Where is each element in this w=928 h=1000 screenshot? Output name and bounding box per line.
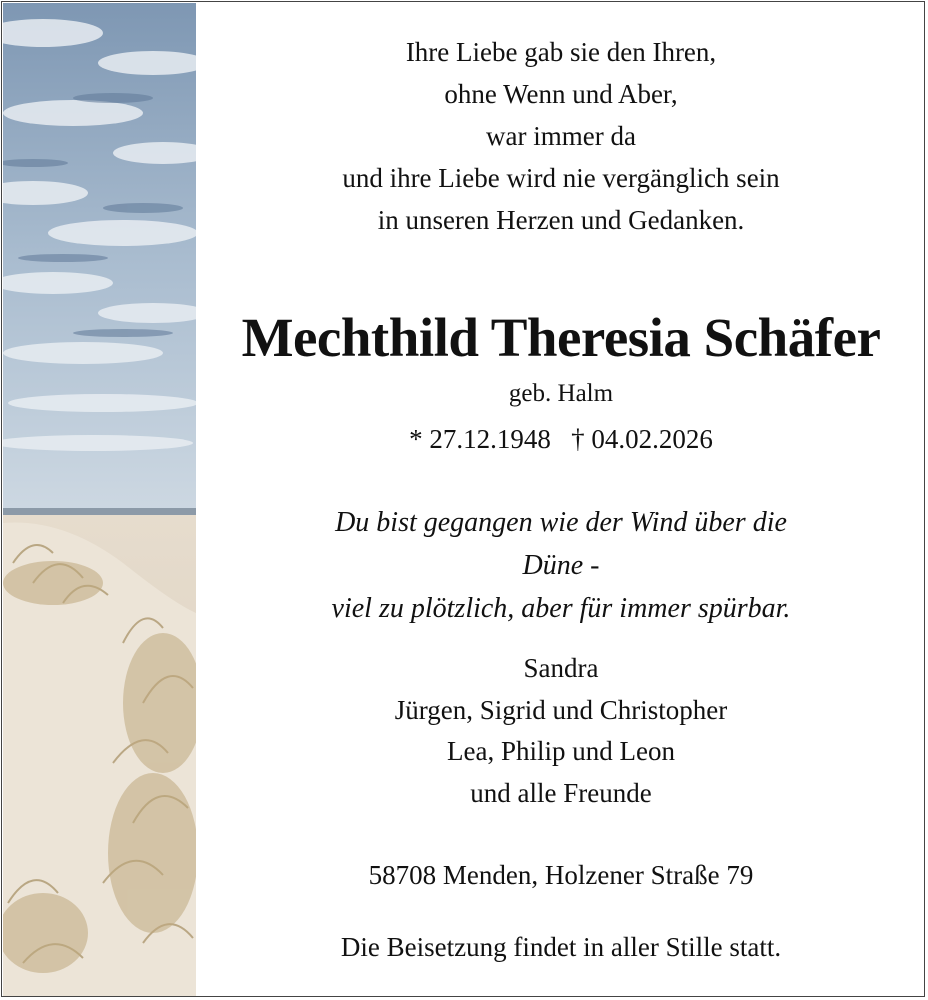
mourner-line: Jürgen, Sigrid und Christopher	[394, 695, 728, 725]
quote-line: Düne -	[522, 550, 600, 581]
life-dates: * 27.12.1948 † 04.02.2026	[409, 424, 713, 454]
poem-line: und ihre Liebe wird nie vergänglich sein	[342, 163, 780, 193]
mourner-line: Sandra	[523, 653, 599, 683]
poem-line: war immer da	[486, 121, 636, 151]
mourner-line: und alle Freunde	[470, 778, 652, 808]
poem-line: in unseren Herzen und Gedanken.	[377, 205, 745, 235]
obituary-notice	[1, 1, 925, 997]
notice-text	[198, 2, 924, 997]
deceased-name: Mechthild Theresia Schäfer	[241, 307, 881, 368]
address: 58708 Menden, Holzener Straße 79	[368, 860, 754, 890]
quote-line: Du bist gegangen wie der Wind über die	[335, 507, 787, 538]
mourner-line: Lea, Philip und Leon	[447, 736, 675, 766]
quote-line: viel zu plötzlich, aber für immer spürbar.	[331, 593, 791, 624]
poem-line: ohne Wenn und Aber,	[444, 79, 678, 109]
dune-beach-image	[3, 3, 196, 997]
funeral-note: Die Beisetzung findet in aller Stille statt.	[340, 932, 782, 962]
birth-name: geb. Halm	[508, 380, 614, 407]
poem-line: Ihre Liebe gab sie den Ihren,	[405, 37, 717, 67]
